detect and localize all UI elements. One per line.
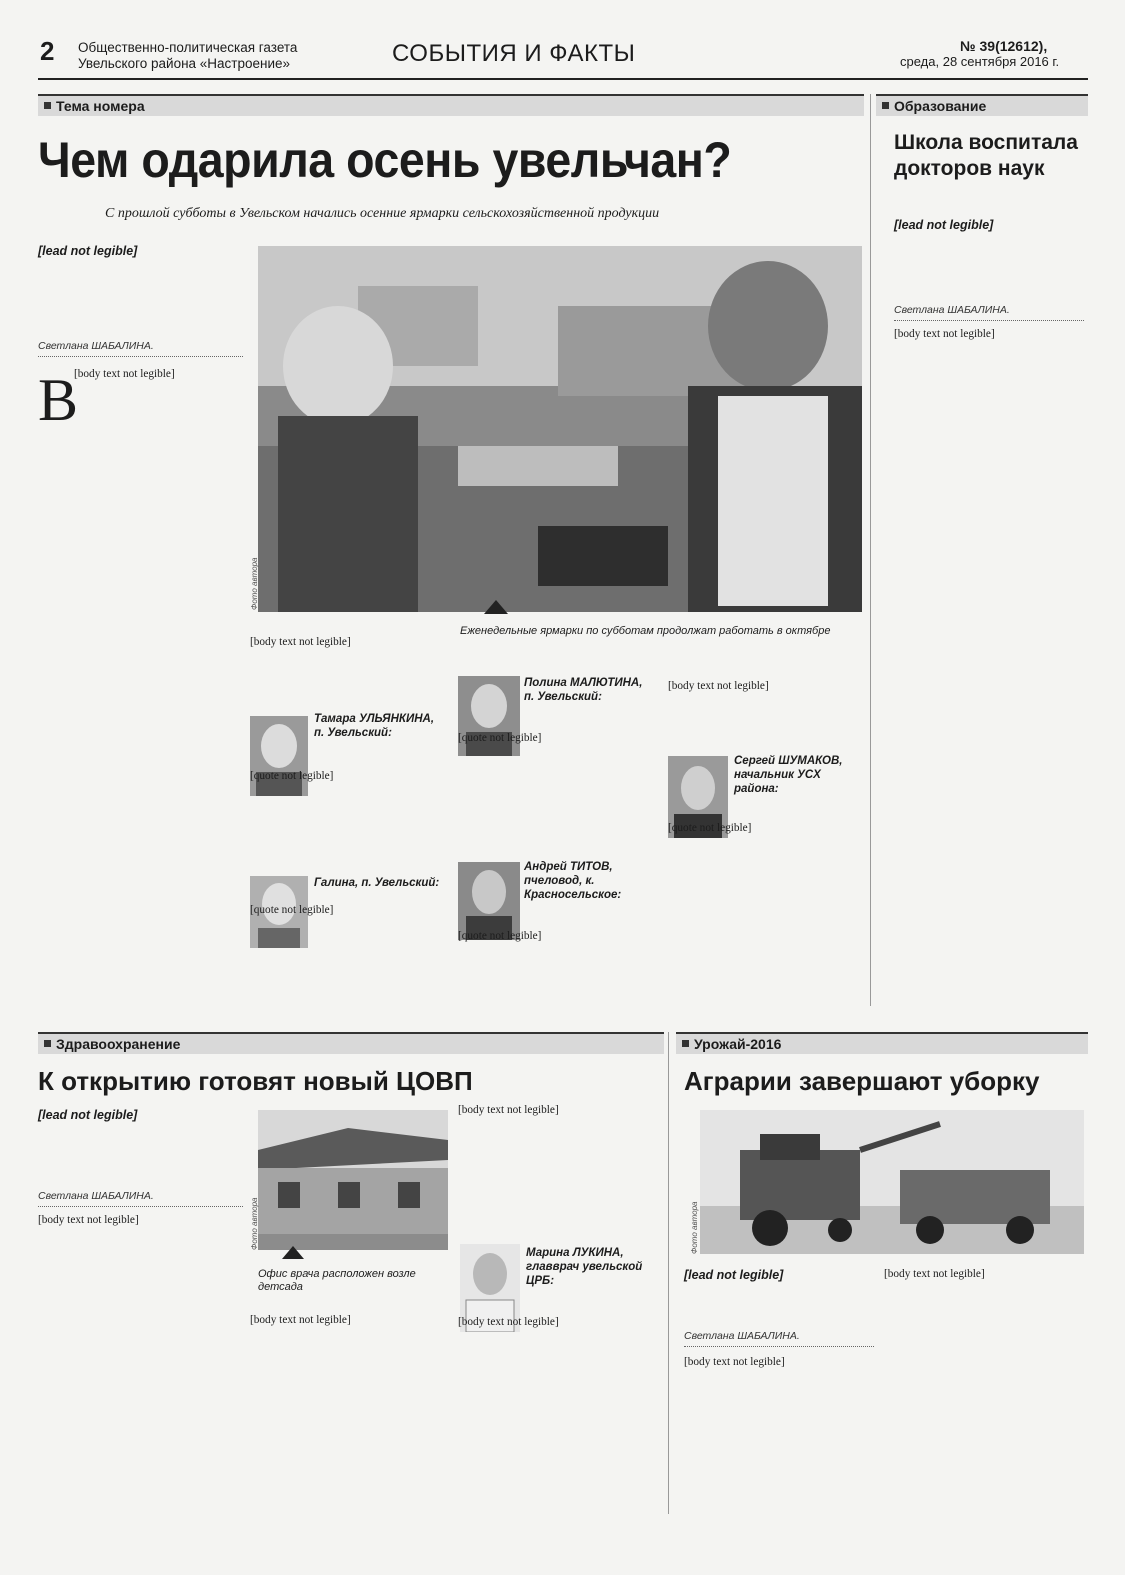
feature-headline: Чем одарила осень увельчан?	[38, 132, 732, 188]
market-photo-caption: Еженедельные ярмарки по субботам продолжат работать в октябре	[460, 625, 831, 637]
harvest-headline: Аграрии завершают уборку	[684, 1066, 1040, 1096]
quote-name-4: Андрей ТИТОВ, пчеловод, к. Красносельское:	[524, 861, 622, 901]
section-label-topic: Тема номера	[38, 94, 864, 116]
building-photo-caption: Офис врача расположен возле детсада	[258, 1268, 416, 1293]
health-byline: Светлана ШАБАЛИНА.	[38, 1190, 154, 1202]
feature-column-1: [body text not legible]	[74, 368, 175, 380]
issue-number: № 39(12612),	[960, 38, 1048, 54]
harvest-byline: Светлана ШАБАЛИНА.	[684, 1330, 800, 1342]
section-label-health: Здравоохранение	[38, 1032, 664, 1054]
market-photo-credit: Фото автора	[250, 557, 259, 610]
feature-byline: Светлана ШАБАЛИНА.	[38, 340, 154, 352]
harvest-photo-credit: Фото автора	[690, 1201, 699, 1254]
market-photo	[258, 246, 862, 612]
building-photo	[258, 1110, 448, 1250]
harvest-photo	[700, 1110, 1084, 1254]
feature-column-4-top: [body text not legible]	[668, 680, 769, 692]
triangle-icon	[484, 600, 508, 614]
quote-name-2: Галина, п. Увельский:	[314, 877, 440, 889]
health-headline: К открытию готовят новый ЦОВП	[38, 1066, 473, 1096]
quote-name-5: Сергей ШУМАКОВ, начальник УСХ района:	[734, 755, 843, 795]
feature-column-2-top: [body text not legible]	[250, 636, 351, 648]
harvest-lead: [lead not legible]	[684, 1268, 784, 1282]
feature-subheadline: С прошлой субботы в Увельском начались осенние ярмарки сельскохозяйственной продукции	[105, 206, 660, 221]
health-column-3-bottom: [body text not legible]	[458, 1316, 559, 1328]
quote-name-1: Тамара УЛЬЯНКИНА, п. Увельский:	[314, 713, 435, 739]
feature-lead: [lead not legible]	[38, 244, 138, 258]
health-lead: [lead not legible]	[38, 1108, 138, 1122]
building-photo-credit: Фото автора	[250, 1197, 259, 1250]
education-byline: Светлана ШАБАЛИНА.	[894, 304, 1010, 316]
drop-cap: В	[38, 367, 79, 433]
quote-text-5: [quote not legible]	[668, 822, 752, 834]
section-label-harvest: Урожай-2016	[676, 1032, 1088, 1054]
publication-name: Общественно-политическая газета Увельского района «Настроение»	[78, 40, 298, 71]
education-headline: Школа воспитала докторов наук	[894, 131, 1078, 180]
health-column-2: [body text not legible]	[250, 1314, 351, 1326]
quote-name-marina: Марина ЛУКИНА, главврач увельской ЦРБ:	[526, 1247, 643, 1287]
portrait-andrey	[458, 862, 520, 940]
page-number: 2	[40, 36, 55, 66]
health-column-1: [body text not legible]	[38, 1214, 139, 1226]
health-column-3-top: [body text not legible]	[458, 1104, 559, 1116]
issue-date: среда, 28 сентября 2016 г.	[900, 54, 1060, 69]
harvest-column-2: [body text not legible]	[884, 1268, 985, 1280]
triangle-icon	[282, 1246, 304, 1259]
section-title: СОБЫТИЯ И ФАКТЫ	[392, 40, 636, 67]
section-label-education: Образование	[876, 94, 1088, 116]
quote-text-4: [quote not legible]	[458, 930, 542, 942]
quote-text-1: [quote not legible]	[250, 770, 334, 782]
quote-name-3: Полина МАЛЮТИНА, п. Увельский:	[524, 677, 643, 703]
quote-text-2: [quote not legible]	[250, 904, 334, 916]
quote-text-3: [quote not legible]	[458, 732, 542, 744]
education-lead: [lead not legible]	[894, 218, 994, 232]
harvest-column-1: [body text not legible]	[684, 1356, 785, 1368]
education-body: [body text not legible]	[894, 328, 995, 340]
